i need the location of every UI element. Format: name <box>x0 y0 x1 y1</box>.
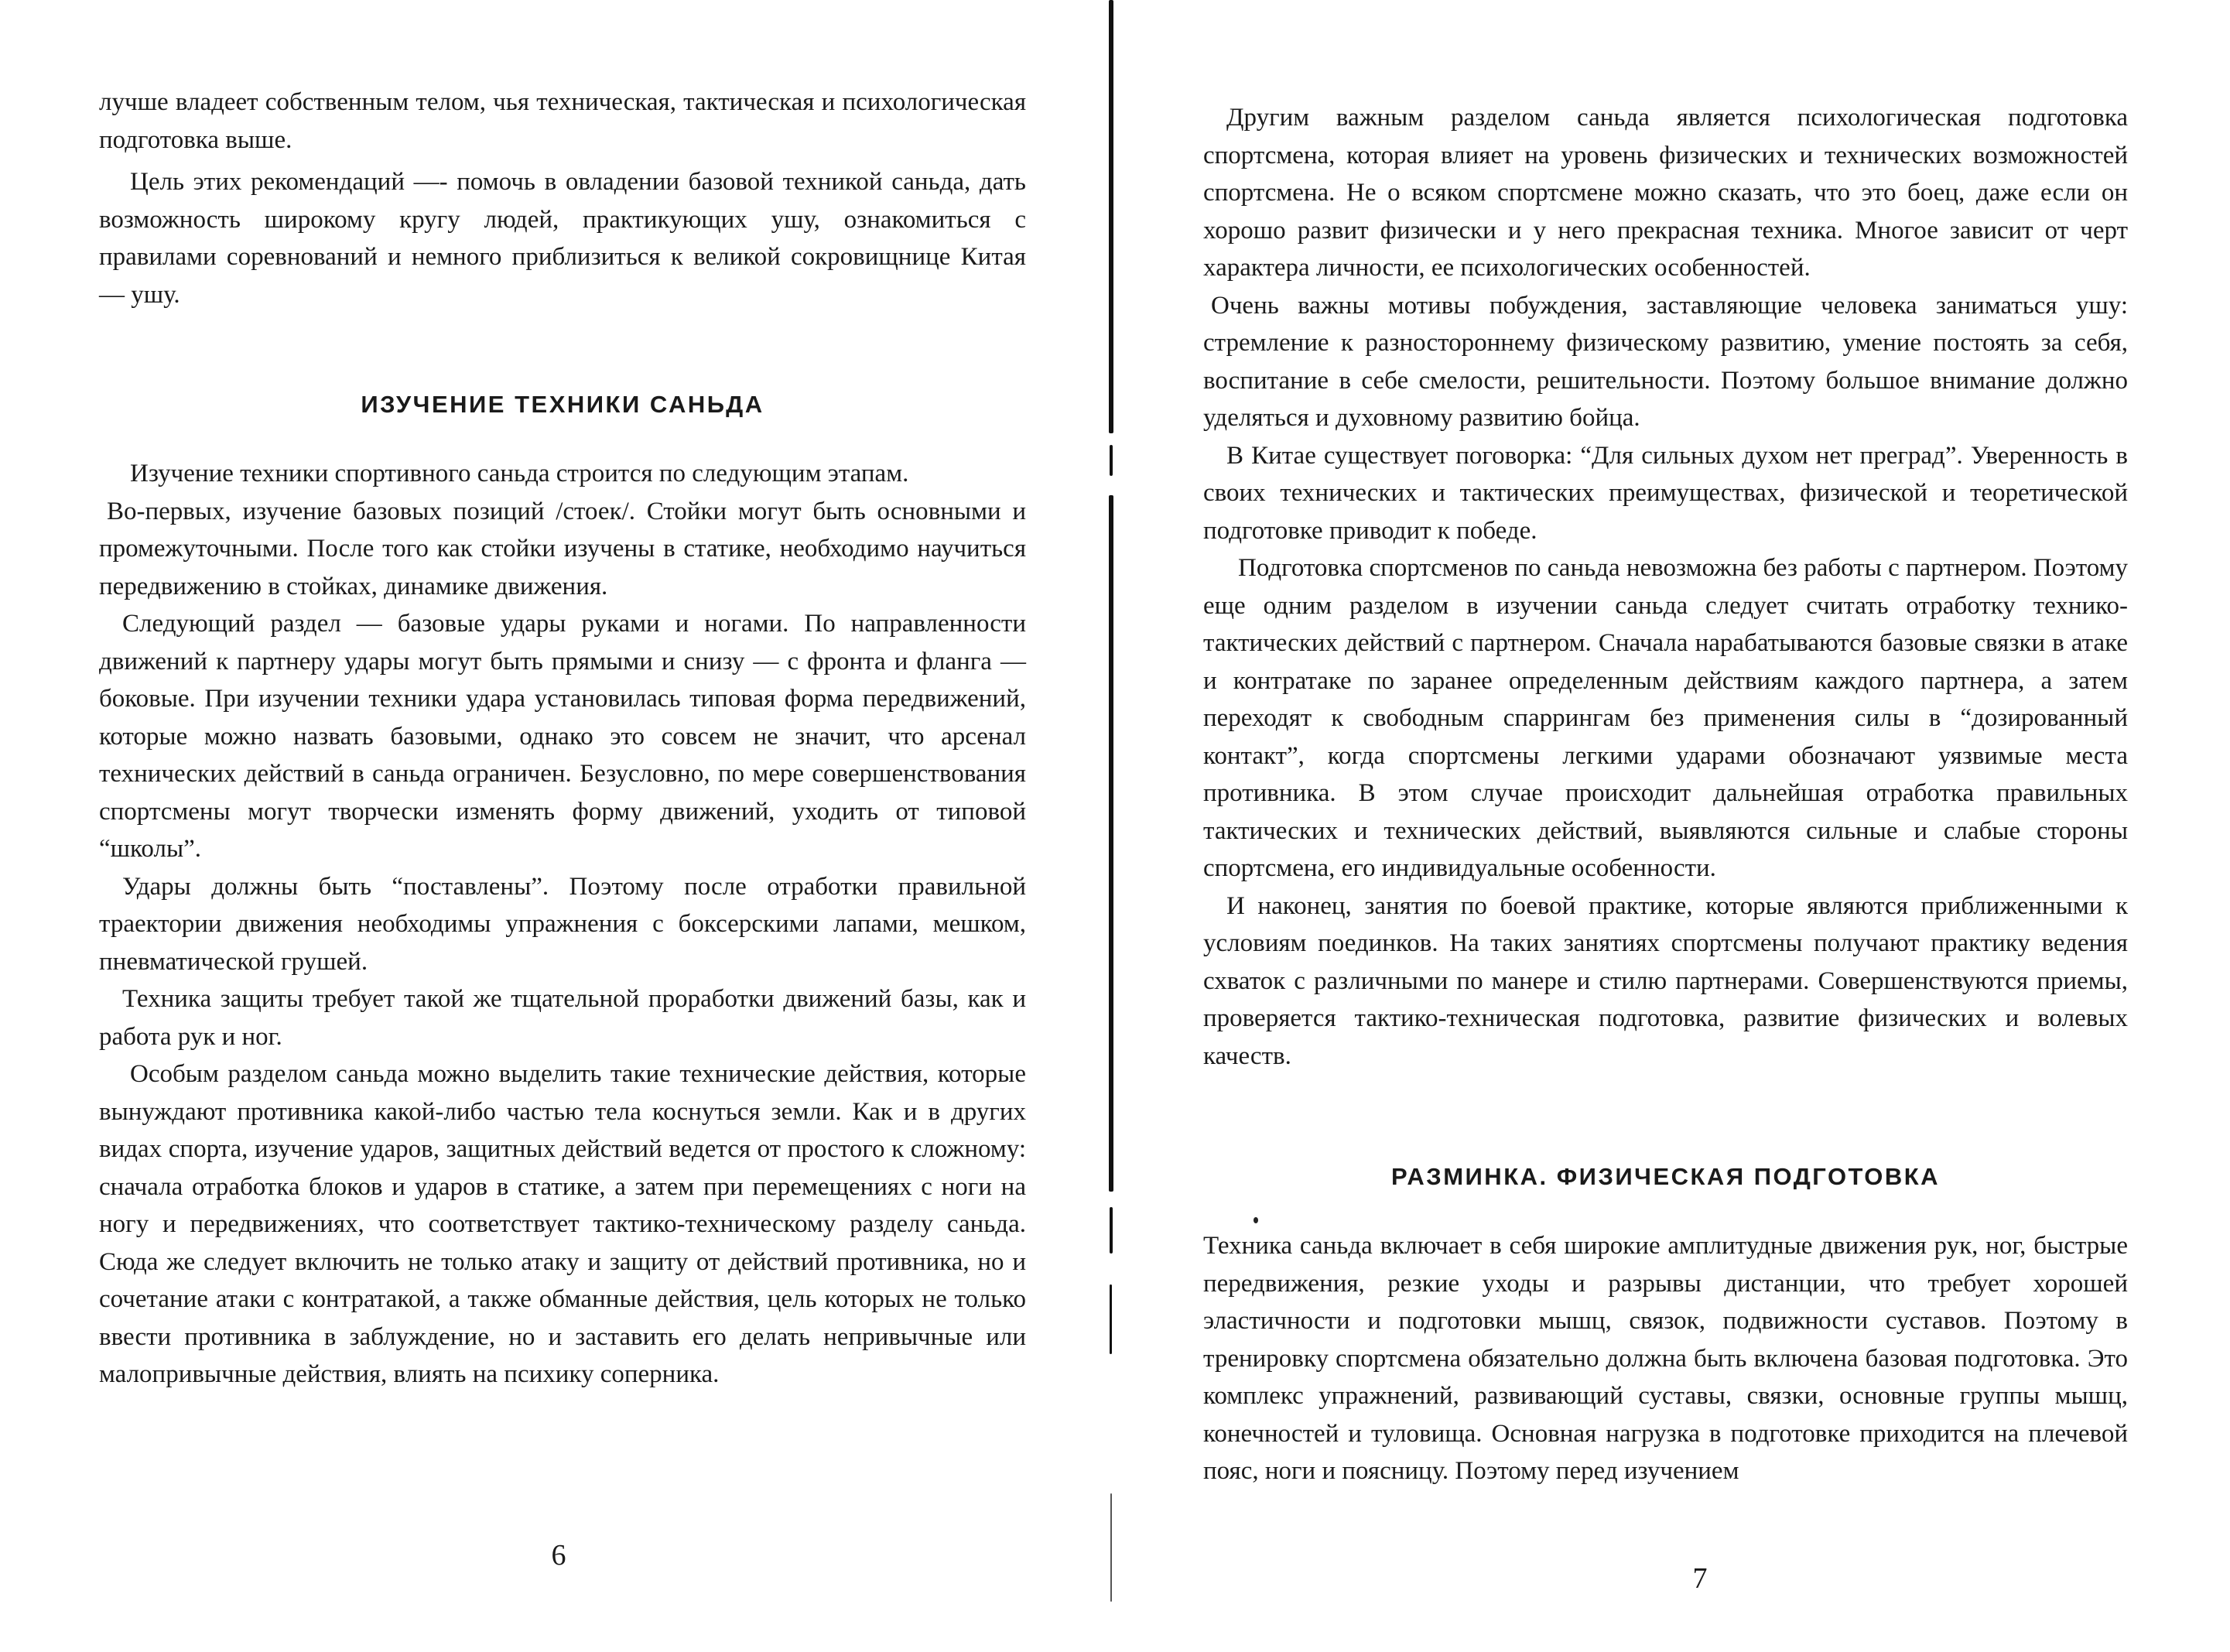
paragraph: Очень важны мотивы побуждения, заставляющие человека заниматься ушу: стремление к разностороннему физическому развитию, умение постоять за себя, воспитание в себе смелости, решительности. Поэтому большое внимание должно уделяться и духовному развитию бойца. <box>1203 291 2128 432</box>
paragraph: Во-первых, изучение базовых позиций /стоек/. Стойки могут быть основными и промежуточными. После того как стойки изучены в статике, необходимо научиться передвижению в стойках, динамике движения. <box>99 497 1026 600</box>
paragraph: лучше владеет собственным телом, чья техническая, тактическая и психологическая подготовка выше. <box>99 88 1026 154</box>
left-page <box>0 0 1099 1652</box>
page-number: 6 <box>551 1539 566 1572</box>
paragraph: Цель этих рекомендаций —- помочь в овладении базовой техникой саньда, дать возможность широкому кругу людей, практикующих ушу, ознакомиться с правилами соревнований и немного приблизиться к великой сокровищнице Китая — ушу. <box>99 168 1026 309</box>
paragraph: Удары должны быть “поставлены”. Поэтому после отработки правильной траектории движения необходимы упражнения с боксерскими лапами, мешком, пневматической грушей. <box>99 872 1026 976</box>
spine-line <box>1109 0 1113 433</box>
paragraph: В Китае существует поговорка: “Для сильных духом нет преград”. Уверенность в своих технических и тактических преимуществах, физической и теоретической подготовке приводит к победе. <box>1203 441 2128 545</box>
paragraph: Подготовка спортсменов по саньда невозможна без работы с партнером. Поэтому еще одним разделом в изучении саньда следует считать отработку технико-тактических действий с партнером. Сначала нарабатываются базовые связки в атаке и контратаке по заранее определенным действиям каждого партнера, а затем переходят к свободным спаррингам без применения силы в “дозированный контакт”, когда спортсмены легкими ударами обозначают уязвимые места противника. В этом случае происходит дальнейшая отработка правильных тактических и технических действий, выявляются сильные и слабые стороны спортсмена, его индивидуальные особенности. <box>1203 554 2128 882</box>
section-heading: ИЗУЧЕНИЕ ТЕХНИКИ САНЬДА <box>361 391 764 418</box>
paragraph: Особым разделом саньда можно выделить такие технические действия, которые вынуждают противника какой-либо частью тела коснуться земли. Как и в других видах спорта, изучение ударов, защитных действий ведется от простого к сложному: сначала отработка блоков и ударов в статике, а затем при перемещениях с ноги на ногу и передвижениях, что соответствует тактико-техническому разделу саньда. Сюда же следует включить не только атаку и защиту от действий противника, но и сочетание атаки с контратакой, а также обманные действия, цель которых не только ввести противника в заблуждение, но и заставить его делать непривычные или малопривычные действия, влиять на психику соперника. <box>99 1060 1026 1388</box>
book-spine <box>1105 0 1117 1652</box>
paragraph: Другим важным разделом саньда является психологическая подготовка спортсмена, которая влияет на уровень физических и технических возможностей спортсмена. Не о всяком спортсмене можно сказать, что это боец, даже если он хорошо развит физически и у него прекрасная техника. Многое зависит от черт характера личности, ее психологических особенностей. <box>1203 104 2128 282</box>
section-heading: РАЗМИНКА. ФИЗИЧЕСКАЯ ПОДГОТОВКА <box>1390 1163 1941 1190</box>
left-main-text <box>99 455 1026 1394</box>
paragraph: Следующий раздел — базовые удары руками и ногами. По направленности движений к партнеру удары могут быть прямыми и снизу — с фронта и фланга — боковые. При изучении техники удара установилась типовая форма передвижений, которые можно назвать базовыми, однако это совсем не значит, что арсенал технических действий в саньда ограничен. Безусловно, по мере совершенствования спортсмены могут творчески изменять форму движений, уходить от типовой “школы”. <box>99 610 1026 863</box>
paragraph: Изучение техники спортивного саньда строится по следующим этапам. <box>130 460 909 487</box>
spine-line <box>1110 1284 1112 1354</box>
ink-speck <box>1254 1217 1258 1223</box>
paragraph: И наконец, занятия по боевой практике, которые являются приближенными к условиям поединков. На таких занятиях спортсмены получают практику ведения схваток с различными по манере и стилю партнерами. Совершенствуются приемы, проверяется тактико-техническая подготовка, развитие физических и волевых качеств. <box>1203 891 2128 1070</box>
page-number: 7 <box>1692 1562 1708 1595</box>
left-top-text <box>99 84 1026 313</box>
paragraph: Техника защиты требует такой же тщательной проработки движений базы, как и работа рук и ног. <box>99 985 1026 1051</box>
spine-line <box>1110 1493 1112 1602</box>
right-page <box>1130 0 2230 1652</box>
spine-line <box>1110 1207 1113 1254</box>
spine-line <box>1109 495 1113 1192</box>
spine-line <box>1110 445 1113 476</box>
paragraph: Техника саньда включает в себя широкие амплитудные движения рук, ног, быстрые передвижения, резкие уходы и разрывы дистанции, что требует хорошей эластичности и подготовки мышц, связок, подвижности суставов. Поэтому в тренировку спортсмена обязательно должна быть включена базовая подготовка. Это комплекс упражнений, развивающий суставы, связки, основные группы мышц, конечностей и туловища. Основная нагрузка в подготовке приходится на плечевой пояс, ноги и поясницу. Поэтому перед изучением <box>1203 1232 2128 1485</box>
right-main-text <box>1203 1227 2128 1490</box>
right-top-text <box>1203 99 2128 1075</box>
